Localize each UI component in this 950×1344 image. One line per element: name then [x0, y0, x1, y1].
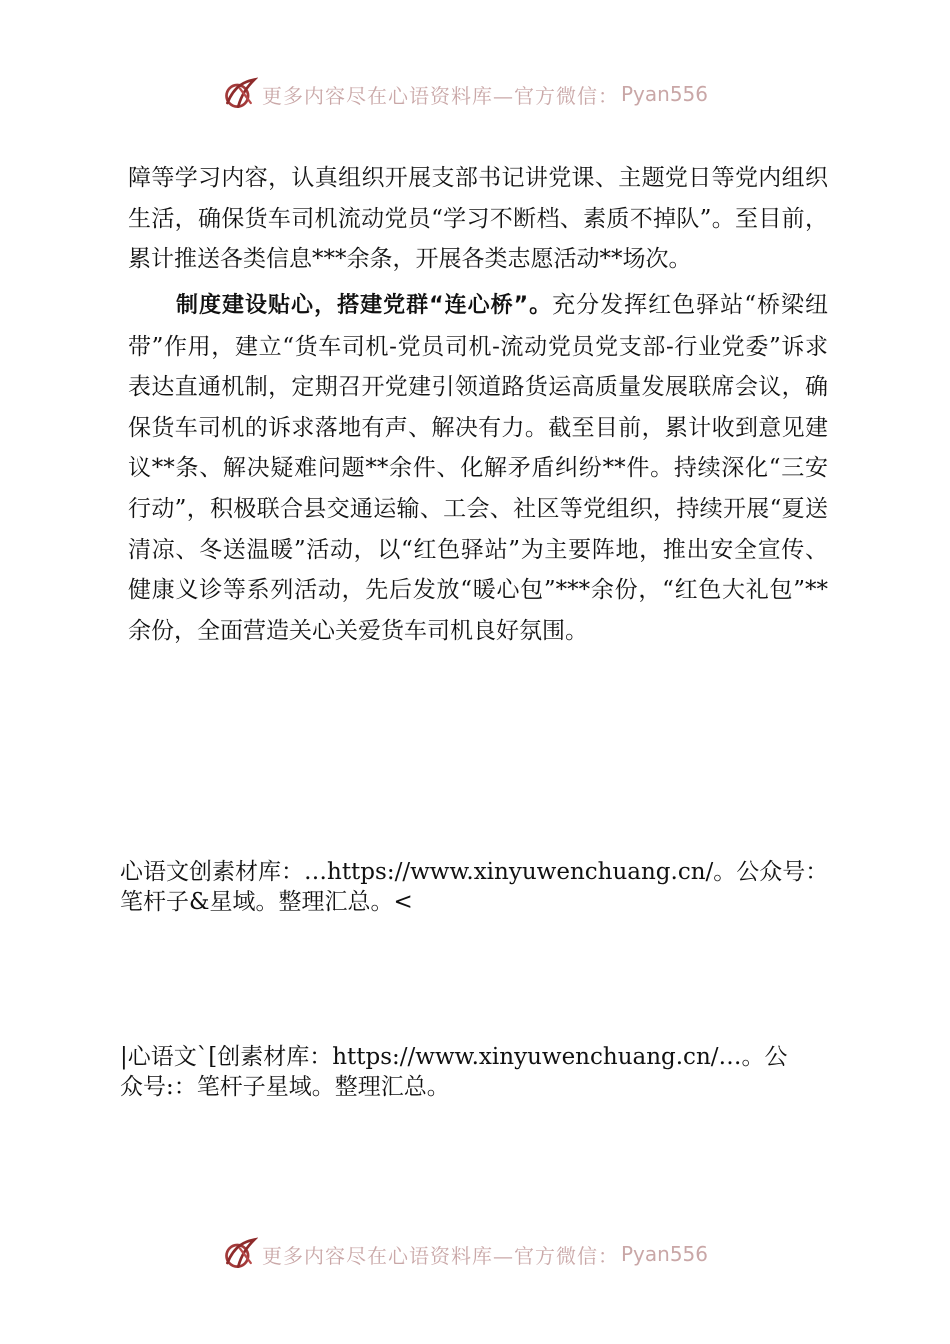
paragraph-body-text: 充分发挥红色驿站“桥梁纽带”作用，建立“货车司机-党员司机-流动党员党支部-行业党委”诉求表达直通机制，定期召开党建引领道路货运高质量发展联席会议，确保货车司机的诉求落地有声、解决有力。截至目前，累计收到意见建议**条、解决疑难问题**余件、化解矛盾纠纷**件。持续深化“三安行动”，积极联合县交通运输、工会、社区等党组织，持续开展“夏送清凉、冬送温暖”活动，以“红色驿站”为主要阵地，推出安全宣传、健康义诊等系列活动，先后发放“暖心包”***余份，“红色大礼包”**余份，全面营造关心关爱货车司机良好氛围。 — [128, 292, 828, 644]
footer-watermark — [0, 1232, 950, 1276]
footer-watermark-text: 更多内容尽在心语资料库—官方微信： — [261, 1243, 619, 1268]
paragraph-continued: 障等学习内容，认真组织开展支部书记讲党课、主题党日等党内组织生活，确保货车司机流动党员“学习不断档、素质不掉队”。至目前，累计推送各类信息***余条，开展各类志愿活动**场次。 — [128, 165, 828, 273]
source-note-1: 心语文创素材库：…https://www.xinyuwenchuang.cn/。公众号： 笔杆子&星域。整理汇总。< — [120, 859, 829, 915]
paragraph-lead-heading: 制度建设贴心，搭建党群“连心桥”。 — [176, 293, 553, 318]
ribbon-logo-icon — [222, 1236, 258, 1272]
source-note-2: |心语文`[创素材库：https://www.xinyuwenchuang.cn/…。公 众号:：笔杆子星域。整理汇总。 — [120, 1044, 788, 1100]
paragraph-system-building — [128, 285, 828, 651]
ribbon-logo-icon — [222, 76, 258, 112]
header-watermark-text: 更多内容尽在心语资料库—官方微信： — [261, 83, 619, 108]
header-wechat-id: Pyan556 — [620, 82, 708, 106]
header-watermark — [0, 72, 950, 116]
footer-wechat-id: Pyan556 — [620, 1242, 708, 1266]
